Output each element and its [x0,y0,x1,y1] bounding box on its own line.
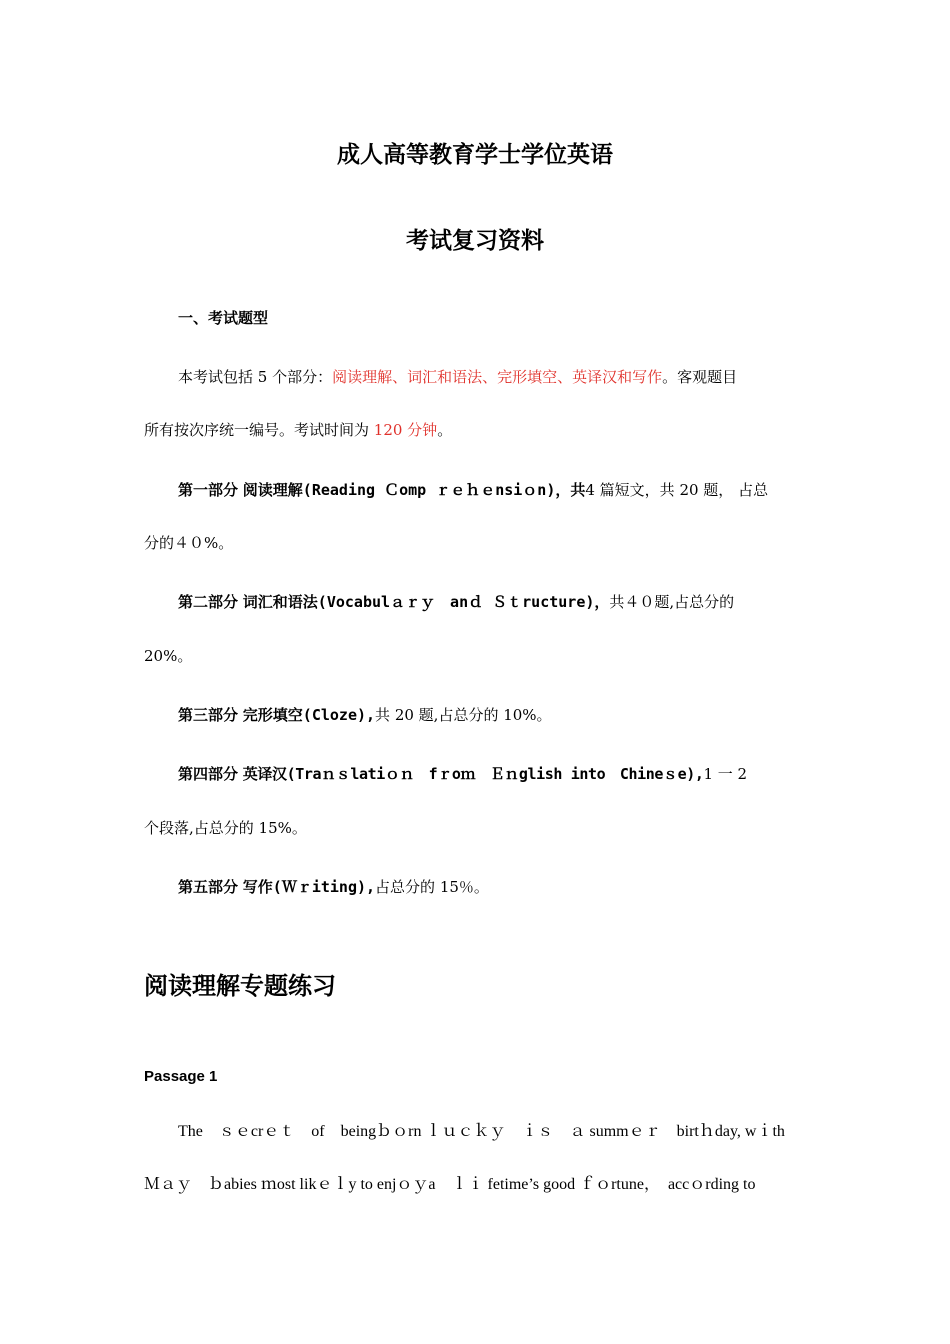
document-subtitle: 考试复习资料 [406,228,544,254]
part-name: 完形填空(Cloze), [242,706,376,724]
intro-paragraph-line1 [178,366,806,388]
part-1-continuation: 分的４０%。 [144,534,234,552]
part-detail: 共４０题,占总分的 [609,593,735,611]
passage-text-line1: The ｓｅcrｅｔ of beingｂｏrn ｌｕｃｋｙ ｉｓ ａ summｅｒ birtｈday, wｉth [178,1123,785,1140]
section-heading-reading-practice: 阅读理解专题练习 [144,972,336,1000]
part-1-line [178,479,806,501]
part-label: 第四部分 [178,765,239,783]
intro-text: 所有按次序统一编号。考试时间为 [144,421,374,439]
part-5-line [178,876,806,898]
intro-highlight-parts: 阅读理解、词汇和语法、完形填空、英译汉和写作 [332,368,663,386]
intro-paragraph-line2 [144,419,806,441]
part-detail: 共 20 题,占总分的 10%。 [375,706,552,724]
part-2-line [178,591,806,613]
part-3-line [178,704,806,726]
part-detail: 占总分的 15％。 [375,878,489,896]
part-name: 阅读理解(Reading Ｃomp ｒｅｈｅnsiｏn)，共 [242,481,586,499]
section-heading-exam-format: 一、考试题型 [178,309,269,327]
part-label: 第三部分 [178,706,239,724]
passage-label: Passage 1 [144,1068,218,1085]
part-name: 写作(Ｗｒiting), [242,878,376,896]
intro-text: 本考试包括 5 个部分： [178,368,333,386]
part-4-continuation: 个段落,占总分的 15%。 [144,819,307,837]
part-label: 第五部分 [178,878,239,896]
part-detail: 4 篇短文，共 20 题， 占总 [585,481,769,499]
passage-text-line2: Ｍａｙ ｂabies ｍost likｅｌy to enjｏｙa ｌｉ fetime’s good ｆｏrtune， accｏrding to [144,1176,756,1193]
intro-text: 。 [437,421,453,439]
intro-text: 。客观题目 [662,368,738,386]
part-4-line [178,763,806,785]
part-label: 第二部分 [178,593,239,611]
document-title: 成人高等教育学士学位英语 [337,142,613,168]
part-name: 词汇和语法(Vocabulａｒｙ anｄ Ｓｔructure)， [242,593,610,611]
intro-highlight-time: 120 分钟 [373,421,438,439]
part-2-continuation: 20%。 [144,647,193,665]
part-detail: 1 一 2 [703,765,748,783]
part-label: 第一部分 [178,481,239,499]
part-name: 英译汉(Traｎｓlatiｏｎ fｒoｍ Ｅｎglish into Chineｓe), [242,765,704,783]
